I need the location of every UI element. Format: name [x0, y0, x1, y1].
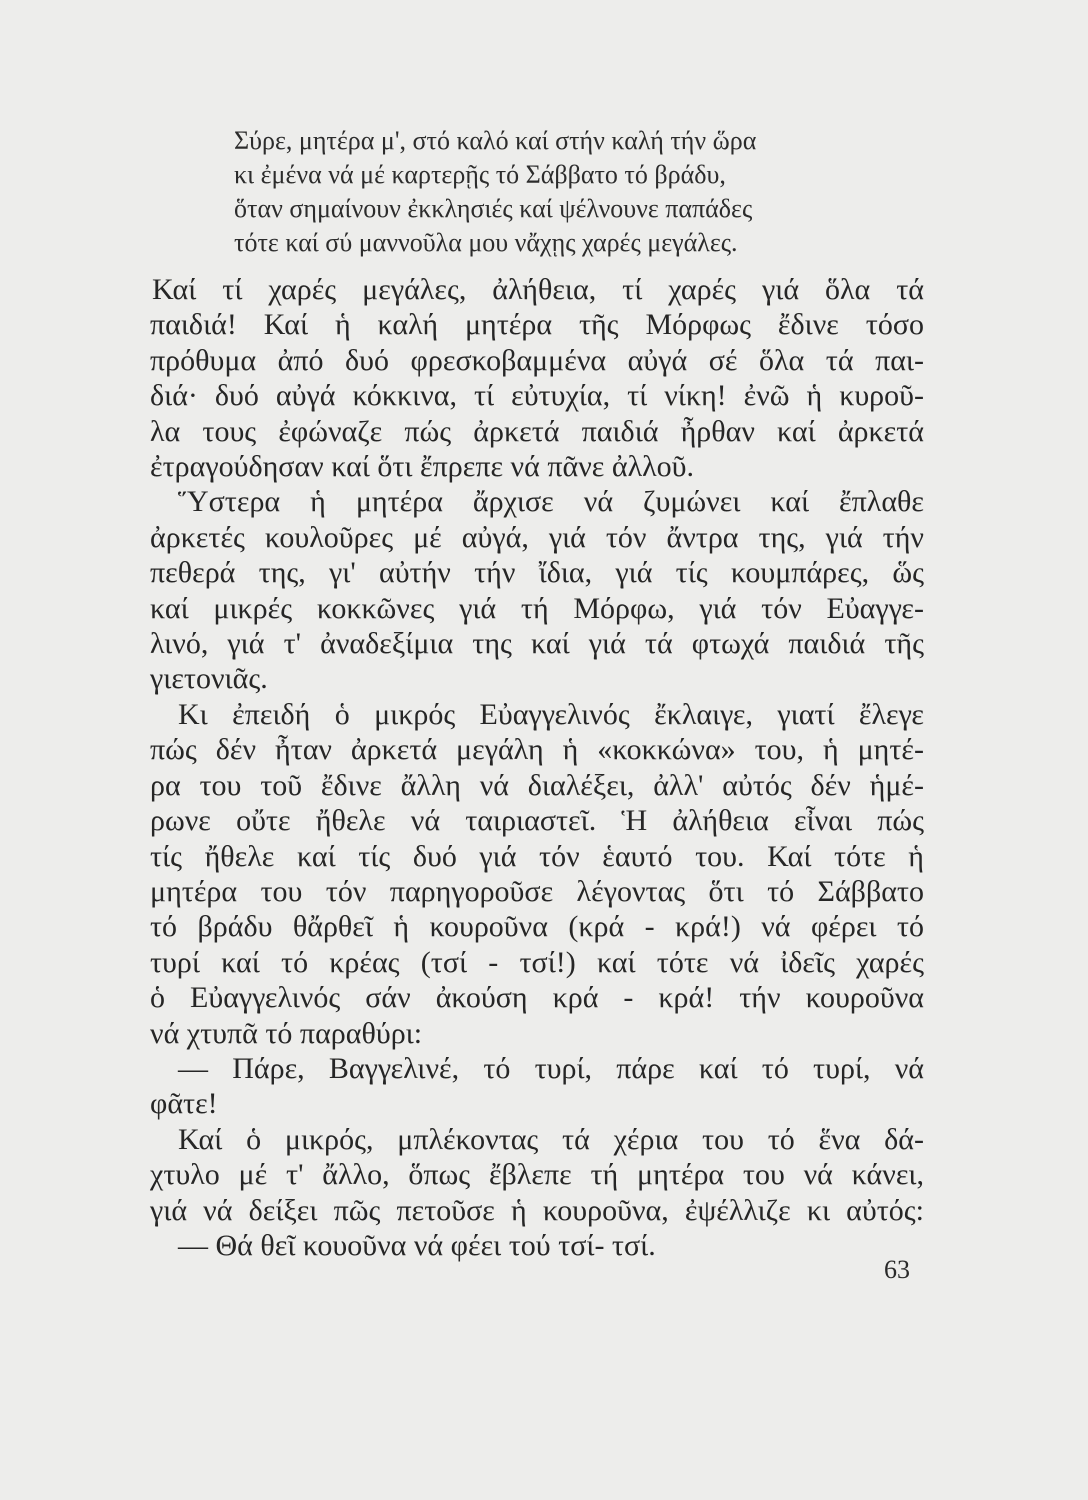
text-line: — Πάρε, Βαγγελινέ, τό τυρί, πάρε καί τό τυρί, νά	[178, 1051, 924, 1085]
verse-line: ὅταν σημαίνουν ἐκκλησιές καί ψέλνουνε παπάδες	[234, 194, 753, 223]
text-line: παιδιά! Καί ἡ καλή μητέρα τῆς Μόρφως ἔδινε τόσο	[150, 308, 924, 342]
text-line: — Θά θεῖ κουοῦνα νά φέει τού τσί- τσί.	[178, 1228, 656, 1262]
paragraph	[150, 484, 924, 696]
text-line: Καί τί χαρές μεγάλες, ἀλήθεια, τί χαρές γιά ὅλα τά	[152, 273, 924, 306]
text-line: ρα του τοῦ ἔδινε ἄλλη νά διαλέξει, ἀλλ' αὐτός δέν ἡμέ-	[150, 768, 924, 802]
dialogue-paragraph	[150, 1228, 924, 1263]
verse-block	[234, 124, 934, 260]
text-line: καί μικρές κοκκῶνες γιά τή Μόρφω, γιά τόν Εὐαγγε-	[150, 591, 924, 625]
text-line: πώς δέν ἦταν ἀρκετά μεγάλη ἡ «κοκκώνα» του, ἡ μητέ-	[150, 733, 924, 767]
verse-line: κι ἐμένα νά μέ καρτερῇς τό Σάββατο τό βράδυ,	[234, 160, 726, 189]
paragraph	[150, 272, 924, 484]
text-line: χτυλο μέ τ' ἄλλο, ὅπως ἔβλεπε τή μητέρα του νά κάνει,	[150, 1158, 924, 1192]
text-line: ρωνε οὔτε ἤθελε νά ταιριαστεῖ. Ἡ ἀλήθεια εἶναι πώς	[150, 804, 924, 838]
text-line: φᾶτε!	[150, 1087, 218, 1121]
text-line: γιετονιᾶς.	[150, 662, 268, 696]
paragraph	[150, 697, 924, 1051]
text-line: λινό, γιά τ' ἀναδεξίμια της καί γιά τά φτωχά παιδιά τῆς	[150, 627, 924, 661]
text-line: πεθερά της, γι' αὐτήν τήν ἴδια, γιά τίς κουμπάρες, ὥς	[150, 556, 924, 590]
text-line: νά χτυπᾶ τό παραθύρι:	[150, 1016, 423, 1050]
text-line: ὁ Εὐαγγελινός σάν ἀκούση κρά - κρά! τήν κουροῦνα	[150, 981, 924, 1015]
prose-body	[150, 272, 924, 1263]
page-number: 63	[884, 1255, 910, 1284]
text-line: διά· δυό αὐγά κόκκινα, τί εὐτυχία, τί νίκη! ἐνῶ ἡ κυροῦ-	[150, 379, 924, 413]
text-line: γιά νά δείξει πῶς πετοῦσε ἡ κουροῦνα, ἐψέλλιζε κι αὐτός:	[150, 1193, 924, 1227]
dialogue-paragraph	[150, 1051, 924, 1122]
text-line: ἐτραγούδησαν καί ὅτι ἔπρεπε νά πᾶνε ἀλλοῦ.	[150, 450, 695, 484]
text-line: μητέρα του τόν παρηγοροῦσε λέγοντας ὅτι τό Σάββατο	[150, 874, 924, 908]
text-line: τυρί καί τό κρέας (τσί - τσί!) καί τότε νά ἰδεῖς χαρές	[150, 945, 924, 979]
text-line: τό βράδυ θἄρθεῖ ἡ κουροῦνα (κρά - κρά!) νά φέρει τό	[150, 910, 924, 944]
text-line: λα τους ἐφώναζε πώς ἀρκετά παιδιά ἦρθαν καί ἀρκετά	[150, 414, 924, 448]
text-line: Καί ὁ μικρός, μπλέκοντας τά χέρια του τό ἕνα δά-	[178, 1122, 924, 1156]
verse-line: τότε καί σύ μαννοῦλα μου νἄχῃς χαρές μεγάλες.	[234, 228, 738, 257]
text-line: ἀρκετές κουλοῦρες μέ αὐγά, γιά τόν ἄντρα της, γιά τήν	[150, 520, 924, 554]
paragraph	[150, 1122, 924, 1228]
text-line: τίς ἤθελε καί τίς δυό γιά τόν ἑαυτό του. Καί τότε ἡ	[150, 839, 924, 873]
verse-line: Σύρε, μητέρα μ', στό καλό καί στήν καλή τήν ὥρα	[234, 126, 757, 155]
text-line: Κι ἐπειδή ὁ μικρός Εὐαγγελινός ἔκλαιγε, γιατί ἔλεγε	[178, 697, 924, 731]
text-line: Ὕστερα ἡ μητέρα ἄρχισε νά ζυμώνει καί ἔπλαθε	[178, 485, 924, 519]
text-line: πρόθυμα ἀπό δυό φρεσκοβαμμένα αὐγά σέ ὅλα τά παι-	[150, 343, 924, 377]
